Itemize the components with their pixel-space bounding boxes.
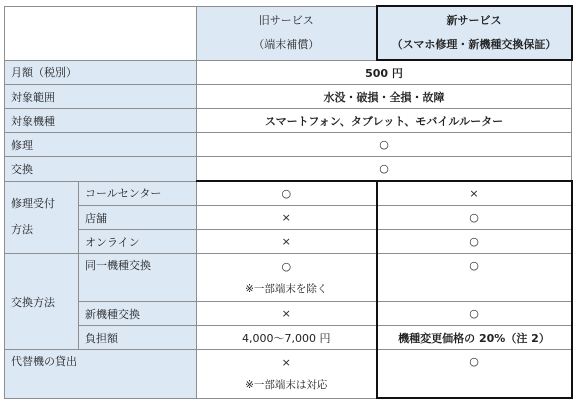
monthly-fee-label: 月額（税別） — [5, 60, 197, 85]
store-label: 店舗 — [79, 206, 197, 230]
old-service-subtitle: （端末補償） — [253, 38, 320, 51]
old-service-header — [197, 6, 377, 60]
new-service-header — [377, 6, 572, 60]
cost-row — [5, 326, 572, 350]
old-service-name: 旧サービス — [258, 14, 314, 27]
devices-row — [5, 109, 572, 133]
loaner-row — [5, 350, 572, 399]
new-model-row — [5, 302, 572, 326]
loaner-old-mark: × — [281, 355, 291, 369]
loaner-old — [197, 350, 377, 399]
call-center-row — [5, 181, 572, 206]
repair-label: 修理 — [5, 133, 197, 157]
loaner-label: 代替機の貸出 — [5, 350, 197, 399]
cost-old: 4,000〜7,000 円 — [197, 326, 377, 350]
exchange-label: 交換 — [5, 157, 197, 182]
devices-label: 対象機種 — [5, 109, 197, 133]
loaner-new — [377, 350, 572, 399]
repair-value: ○ — [197, 133, 572, 157]
new-model-new: ○ — [377, 302, 572, 326]
online-label: オンライン — [79, 230, 197, 254]
coverage-row — [5, 85, 572, 109]
header-row — [5, 6, 572, 60]
devices-value: スマートフォン、タブレット、モバイルルーター — [197, 109, 572, 133]
loaner-old-note: ※一部端末は対応 — [245, 378, 328, 391]
repair-row — [5, 133, 572, 157]
same-model-new — [377, 254, 572, 302]
new-model-label: 新機種交換 — [79, 302, 197, 326]
cost-label: 負担額 — [79, 326, 197, 350]
repair-method-label-line1: 修理受付 — [11, 197, 55, 211]
same-model-old-mark: ○ — [281, 259, 292, 273]
online-new: ○ — [377, 230, 572, 254]
online-row — [5, 230, 572, 254]
monthly-fee-row — [5, 60, 572, 85]
coverage-label: 対象範囲 — [5, 85, 197, 109]
exchange-value: ○ — [197, 157, 572, 182]
repair-method-label — [5, 181, 79, 254]
exchange-method-label: 交換方法 — [5, 254, 79, 350]
call-center-label: コールセンター — [79, 181, 197, 206]
service-comparison-table — [4, 5, 573, 399]
store-new: ○ — [377, 206, 572, 230]
same-model-new-mark: ○ — [469, 259, 479, 272]
same-model-old — [197, 254, 377, 302]
same-model-row — [5, 254, 572, 302]
new-service-subtitle: （スマホ修理・新機種交換保証） — [391, 38, 557, 51]
repair-method-label-line2: 方法 — [11, 223, 33, 237]
new-service-name: 新サービス — [446, 14, 502, 27]
call-center-old: ○ — [197, 181, 377, 206]
monthly-fee-value: 500 円 — [197, 60, 572, 85]
loaner-new-mark: ○ — [469, 355, 479, 368]
online-old: × — [197, 230, 377, 254]
call-center-new: × — [377, 181, 572, 206]
store-row — [5, 206, 572, 230]
header-corner-cell — [5, 6, 197, 60]
exchange-row — [5, 157, 572, 182]
coverage-value: 水没・破損・全損・故障 — [197, 85, 572, 109]
cost-new: 機種変更価格の 20%（注 2） — [377, 326, 572, 350]
store-old: × — [197, 206, 377, 230]
same-model-old-note: ※一部端末を除く — [245, 282, 328, 295]
same-model-label: 同一機種交換 — [79, 254, 197, 302]
new-model-old: × — [197, 302, 377, 326]
